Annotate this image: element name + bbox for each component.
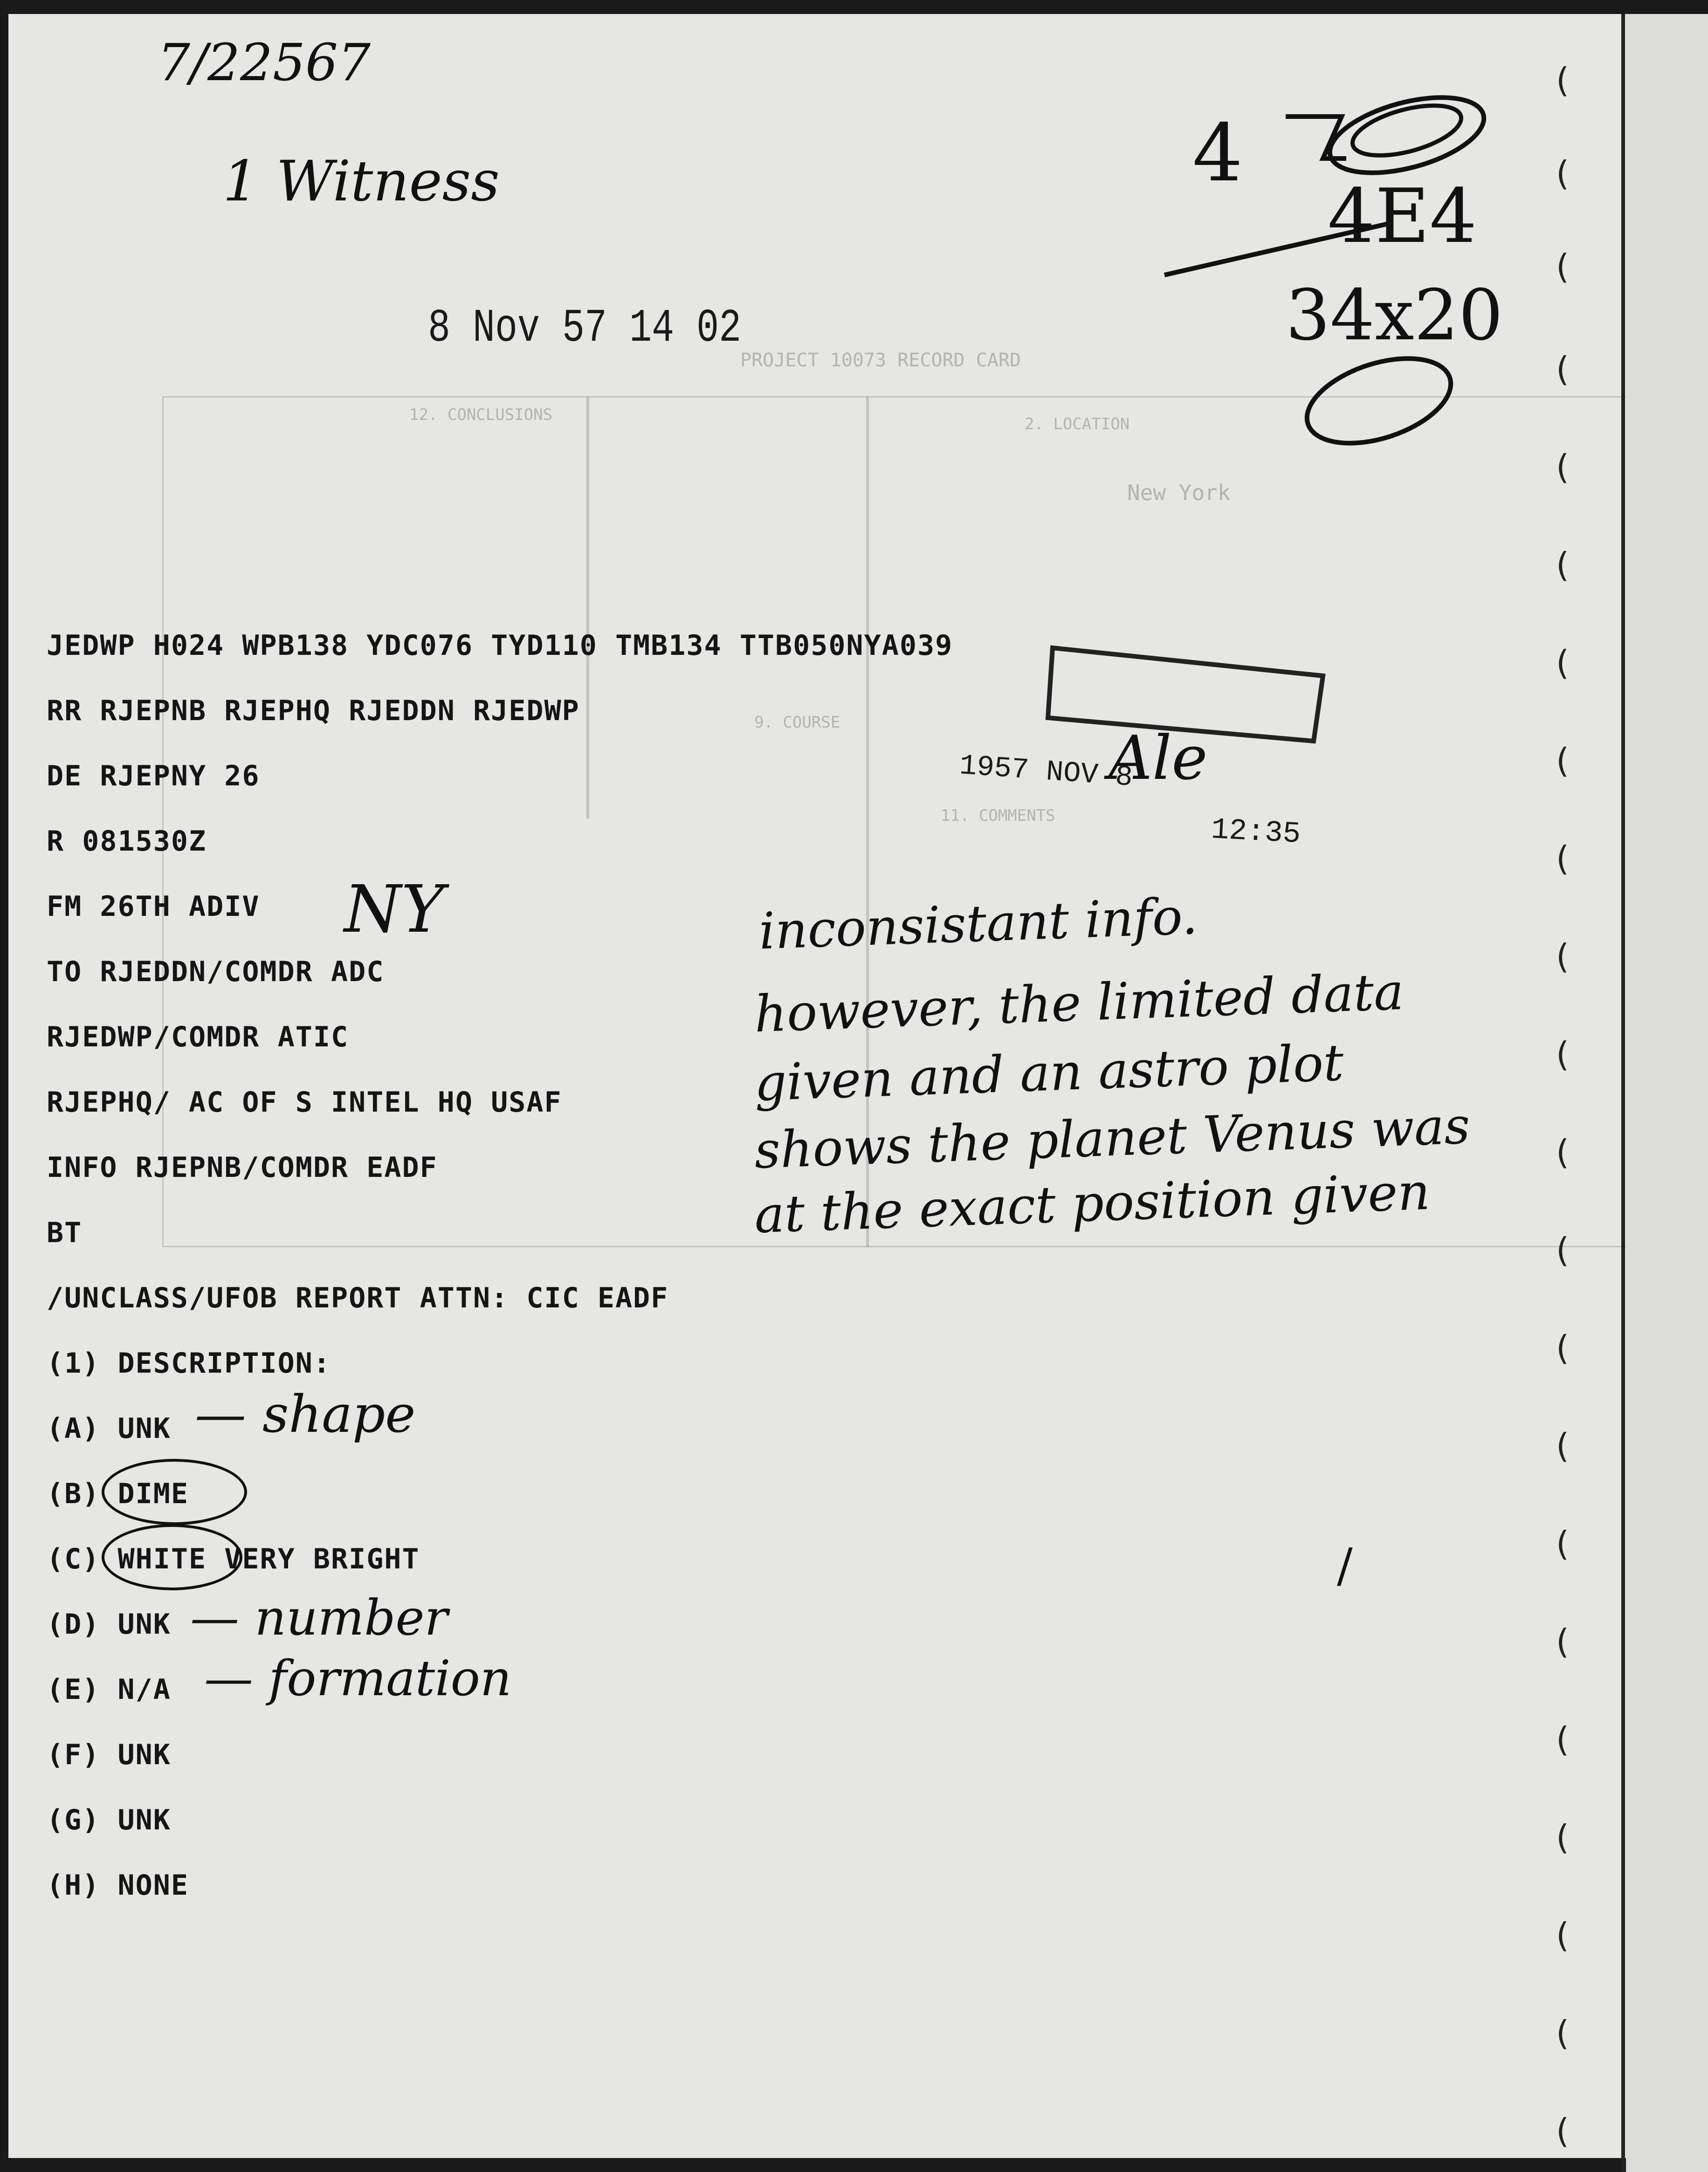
feed-hole-icon: ( xyxy=(1556,1133,1570,1172)
teletype-line-9: INFO RJEPNB/COMDR EADF xyxy=(47,1151,438,1184)
teletype-line-10: BT xyxy=(47,1217,83,1249)
feed-hole-icon: ( xyxy=(1556,247,1570,286)
teletype-line-15: (C) WHITE VERY BRIGHT xyxy=(47,1543,420,1575)
teletype-line-11: /UNCLASS/UFOB REPORT ATTN: CIC EADF xyxy=(47,1282,669,1314)
received-date-stamp: 1957 NOV 8 xyxy=(958,749,1134,794)
ghost-card-course-label: 9. COURSE xyxy=(754,713,840,732)
teletype-line-6: TO RJEDDN/COMDR ADC xyxy=(47,955,385,988)
ghost-card-location-label: 2. LOCATION xyxy=(1025,415,1130,433)
circle-mark-dime xyxy=(102,1459,247,1525)
handwritten-comment-line-3: given and an astro plot xyxy=(753,1033,1345,1113)
feed-hole-icon: ( xyxy=(1556,643,1570,682)
handwritten-tick-mark: / xyxy=(1337,1538,1353,1593)
date-time-stamp: 8 Nov 57 14 02 xyxy=(428,302,742,356)
handwritten-scribbles-icon xyxy=(1146,79,1519,461)
teletype-line-2: RR RJEPNB RJEPHQ RJEDDN RJEDWP xyxy=(47,694,580,727)
feed-hole-icon: ( xyxy=(1556,1622,1570,1661)
teletype-line-7: RJEDWP/COMDR ATIC xyxy=(47,1021,349,1053)
feed-hole-icon: ( xyxy=(1556,447,1570,487)
handwritten-shape-note: — shape xyxy=(195,1384,416,1444)
feed-hole-icon: ( xyxy=(1556,2014,1570,2053)
teletype-line-18: (F) UNK xyxy=(47,1739,171,1771)
feed-hole-icon: ( xyxy=(1556,1524,1570,1563)
ghost-card-conclusions-label: 12. CONCLUSIONS xyxy=(409,406,553,424)
handwritten-witness-note: 1 Witness xyxy=(223,149,500,214)
teletype-line-8: RJEPHQ/ AC OF S INTEL HQ USAF xyxy=(47,1086,562,1119)
teletype-line-4: R 081530Z xyxy=(47,825,207,858)
handwritten-file-number: 7/22567 xyxy=(158,33,371,92)
received-time-stamp: 12:35 xyxy=(1210,813,1302,852)
strip-divider-line xyxy=(1621,14,1625,2172)
teletype-line-12: (1) DESCRIPTION: xyxy=(47,1347,331,1380)
ghost-card-title: PROJECT 10073 RECORD CARD xyxy=(740,350,1021,371)
teletype-line-3: DE RJEPNY 26 xyxy=(47,760,260,792)
handwritten-number-4: 4 xyxy=(1192,107,1243,199)
ghost-card-comments-label: 11. COMMENTS xyxy=(941,806,1055,825)
handwritten-comment-line-4: shows the planet Venus was xyxy=(753,1097,1471,1180)
teletype-line-17: (E) N/A xyxy=(47,1673,171,1706)
feed-hole-icon: ( xyxy=(1556,350,1570,389)
feed-hole-icon: ( xyxy=(1556,545,1570,584)
feed-hole-icon: ( xyxy=(1556,1426,1570,1465)
feed-hole-icon: ( xyxy=(1556,1035,1570,1074)
feed-hole-icon: ( xyxy=(1556,1328,1570,1368)
handwritten-number-4e4: 4E4 xyxy=(1328,172,1477,260)
handwritten-fm-note: NY xyxy=(344,872,444,948)
feed-hole-icon: ( xyxy=(1556,839,1570,878)
teletype-line-13: (A) UNK xyxy=(47,1412,171,1445)
handwritten-comment-line-1: inconsistant info. xyxy=(758,887,1199,961)
handwritten-formation-note: — formation xyxy=(204,1650,512,1707)
feed-hole-icon: ( xyxy=(1556,61,1570,100)
ghost-card-divider-2 xyxy=(586,396,589,818)
feed-hole-icon: ( xyxy=(1556,741,1570,780)
teletype-line-5: FM 26TH ADIV xyxy=(47,890,260,923)
circle-mark-white xyxy=(102,1524,242,1590)
stamp-box-icon xyxy=(1043,629,1342,750)
teletype-line-19: (G) UNK xyxy=(47,1804,171,1836)
document-page xyxy=(8,14,1626,2158)
handwritten-comment-line-2: however, the limited data xyxy=(753,962,1405,1044)
tractor-feed-strip xyxy=(1556,14,1708,2172)
handwritten-number-note: — number xyxy=(190,1589,448,1646)
teletype-line-1: JEDWP H024 WPB138 YDC076 TYD110 TMB134 TTB050NYA039 xyxy=(47,629,953,662)
feed-hole-icon: ( xyxy=(1556,1230,1570,1270)
feed-hole-icon: ( xyxy=(1556,1818,1570,1857)
feed-hole-icon: ( xyxy=(1556,1916,1570,1955)
handwritten-number-34x20: 34x20 xyxy=(1286,275,1503,356)
feed-hole-icon: ( xyxy=(1556,2111,1570,2151)
handwritten-initials: Ale xyxy=(1109,722,1208,793)
feed-hole-icon: ( xyxy=(1556,937,1570,976)
teletype-line-16: (D) UNK xyxy=(47,1608,171,1641)
feed-hole-icon: ( xyxy=(1556,154,1570,193)
feed-hole-icon: ( xyxy=(1556,1720,1570,1759)
ghost-card-location-value: New York xyxy=(1127,480,1231,505)
handwritten-comment-line-5: at the exact position given xyxy=(753,1162,1431,1245)
teletype-line-20: (H) NONE xyxy=(47,1869,189,1902)
teletype-line-14: (B) DIME xyxy=(47,1478,189,1510)
